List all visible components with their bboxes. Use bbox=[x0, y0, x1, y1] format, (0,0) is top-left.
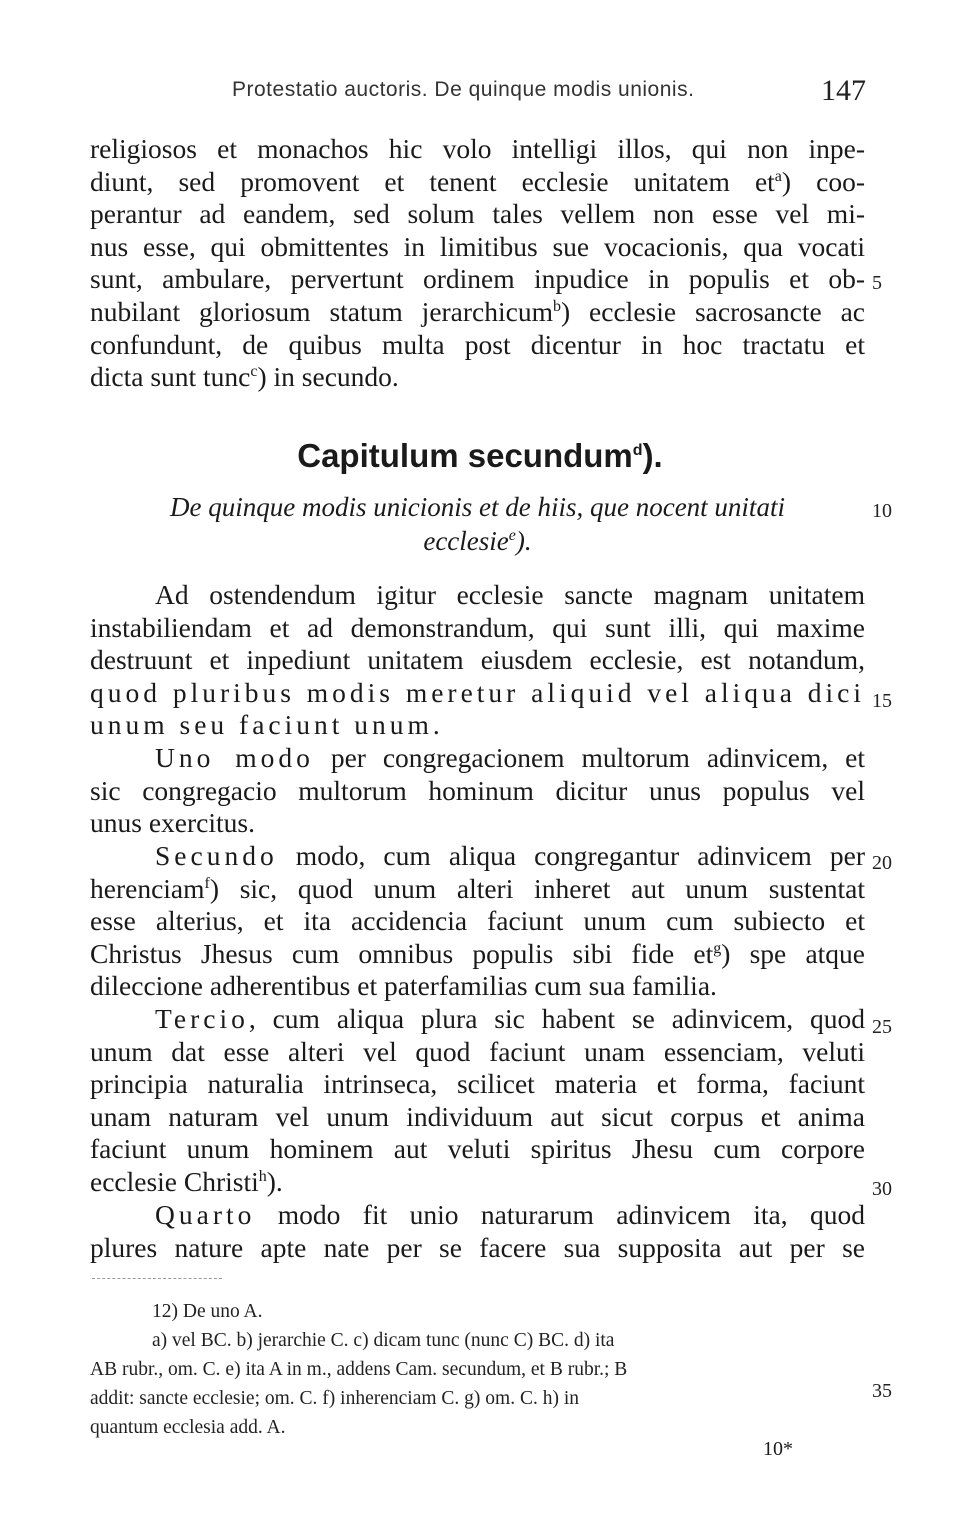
text-line: sic congregacio multorum hominum dicitur unus populus vel bbox=[90, 774, 865, 806]
page-number: 147 bbox=[821, 74, 866, 107]
text-line: sunt, ambulare, pervertunt ordinem inpudice in populis et ob- bbox=[90, 263, 865, 295]
text-line: unus exercitus. bbox=[90, 807, 255, 839]
paragraph-6 bbox=[90, 1199, 865, 1264]
line-number: 15 bbox=[872, 690, 892, 712]
text-line: Ad ostendendum igitur ecclesie sancte magnam unitatem bbox=[155, 579, 865, 610]
paragraph-4 bbox=[90, 840, 865, 1003]
footnote-mark: f bbox=[204, 874, 210, 892]
chapter-subtitle bbox=[90, 490, 865, 558]
paragraph-2 bbox=[90, 579, 865, 742]
footnote-mark: a bbox=[774, 167, 782, 185]
text-line: nus esse, qui obmittentes in limitibus sue vocacionis, qua vocati bbox=[90, 230, 865, 262]
line-number: 10 bbox=[872, 500, 892, 522]
line-number: 35 bbox=[872, 1380, 892, 1402]
footnote-separator bbox=[92, 1278, 222, 1279]
footnote-line: AB rubr., om. C. e) ita A in m., addens Cam. secundum, et B rubr.; B bbox=[90, 1359, 628, 1380]
paragraph-3 bbox=[90, 742, 865, 840]
text-line: unam naturam vel unum individuum aut sicut corpus et anima bbox=[90, 1100, 865, 1132]
text-line: plures nature apte nate per se facere sua supposita aut per se bbox=[90, 1231, 865, 1263]
text-line: dicta sunt tunc$^c$) in secundo. bbox=[90, 361, 399, 393]
line-number: 5 bbox=[872, 272, 882, 294]
footnote-line: quantum ecclesia add. A. bbox=[90, 1417, 286, 1438]
footnotes bbox=[90, 1297, 865, 1442]
chapter-title: Capitulum secundum$^d$). bbox=[297, 437, 663, 474]
text-line: instabiliendam et ad demonstrandum, qui sunt illi, qui maxime bbox=[90, 611, 865, 643]
footnote-mark: e bbox=[508, 527, 516, 544]
subtitle-line: De quinque modis unicionis et de hiis, que nocent unitati bbox=[170, 492, 785, 522]
paragraph-1 bbox=[90, 133, 865, 394]
footnote-line: 12) De uno A. bbox=[152, 1301, 263, 1322]
line-number: 20 bbox=[872, 852, 892, 874]
text-line: esse alterius, et ita accidencia faciunt unum cum subiecto et bbox=[90, 905, 865, 937]
text-line: herenciam$^f$) sic, quod unum alteri inheret aut unum sustentat bbox=[90, 872, 865, 904]
text-line: Secundo modo, cum aliqua congregantur adinvicem per bbox=[155, 840, 865, 871]
page-header bbox=[232, 72, 872, 122]
text-line: principia naturalia intrinseca, scilicet materia et forma, faciunt bbox=[90, 1068, 865, 1100]
paragraph-5 bbox=[90, 1003, 865, 1199]
signature-mark: 10* bbox=[763, 1438, 793, 1460]
text-line: Uno modo per congregacionem multorum adinvicem, et bbox=[155, 742, 865, 773]
text-line: confundunt, de quibus multa post dicentur in hoc tractatu et bbox=[90, 328, 865, 360]
text-line: nubilant gloriosum statum jerarchicum$^b$) ecclesie sacrosancte ac bbox=[90, 295, 866, 327]
text-line: quod pluribus modis meretur aliquid vel aliqua dici bbox=[90, 676, 865, 708]
subtitle-line: ecclesie$^e$). bbox=[423, 526, 532, 556]
text-line: Tercio, cum aliqua plura sic habent se adinvicem, quod bbox=[155, 1003, 865, 1034]
text-line: faciunt unum hominem aut veluti spiritus Jhesu cum corpore bbox=[90, 1133, 865, 1165]
text-line: destruunt et inpediunt unitatem eiusdem ecclesie, est notandum, bbox=[90, 644, 865, 676]
text-line: unum seu faciunt unum. bbox=[90, 709, 444, 741]
text-line: ecclesie Christi$^h$). bbox=[90, 1165, 283, 1197]
text-line: unum dat esse alteri vel quod faciunt unam essenciam, veluti bbox=[90, 1035, 865, 1067]
footnote-mark: g bbox=[713, 939, 722, 957]
text-line: dileccione adherentibus et paterfamilias cum sua familia. bbox=[90, 970, 717, 1002]
footnote-mark: h bbox=[258, 1167, 267, 1185]
footnote-line: addit: sancte ecclesie; om. C. f) inherenciam C. g) om. C. h) in bbox=[90, 1388, 579, 1409]
footnote-mark: c bbox=[250, 363, 258, 380]
text-line: religiosos et monachos hic volo intelligi illos, qui non inpe- bbox=[90, 133, 865, 164]
footnote-mark: d bbox=[632, 442, 643, 459]
text-line: Quarto modo fit unio naturarum adinvicem ita, quod bbox=[155, 1199, 865, 1230]
footnote-line: a) vel BC. b) jerarchie C. c) dicam tunc (nunc C) BC. d) ita bbox=[152, 1330, 615, 1351]
footnote-mark: b bbox=[553, 297, 561, 315]
line-number: 25 bbox=[872, 1016, 892, 1038]
line-number: 30 bbox=[872, 1178, 892, 1200]
running-head: Protestatio auctoris. De quinque modis unionis. bbox=[232, 78, 695, 101]
text-line: perantur ad eandem, sed solum tales vellem non esse vel mi- bbox=[90, 198, 865, 230]
text-line: diunt, sed promovent et tenent ecclesie unitatem $et^a$) coo- bbox=[90, 165, 865, 197]
text-line: Christus Jhesus cum omnibus populis sibi fide $et^g$) spe atque bbox=[90, 937, 866, 969]
